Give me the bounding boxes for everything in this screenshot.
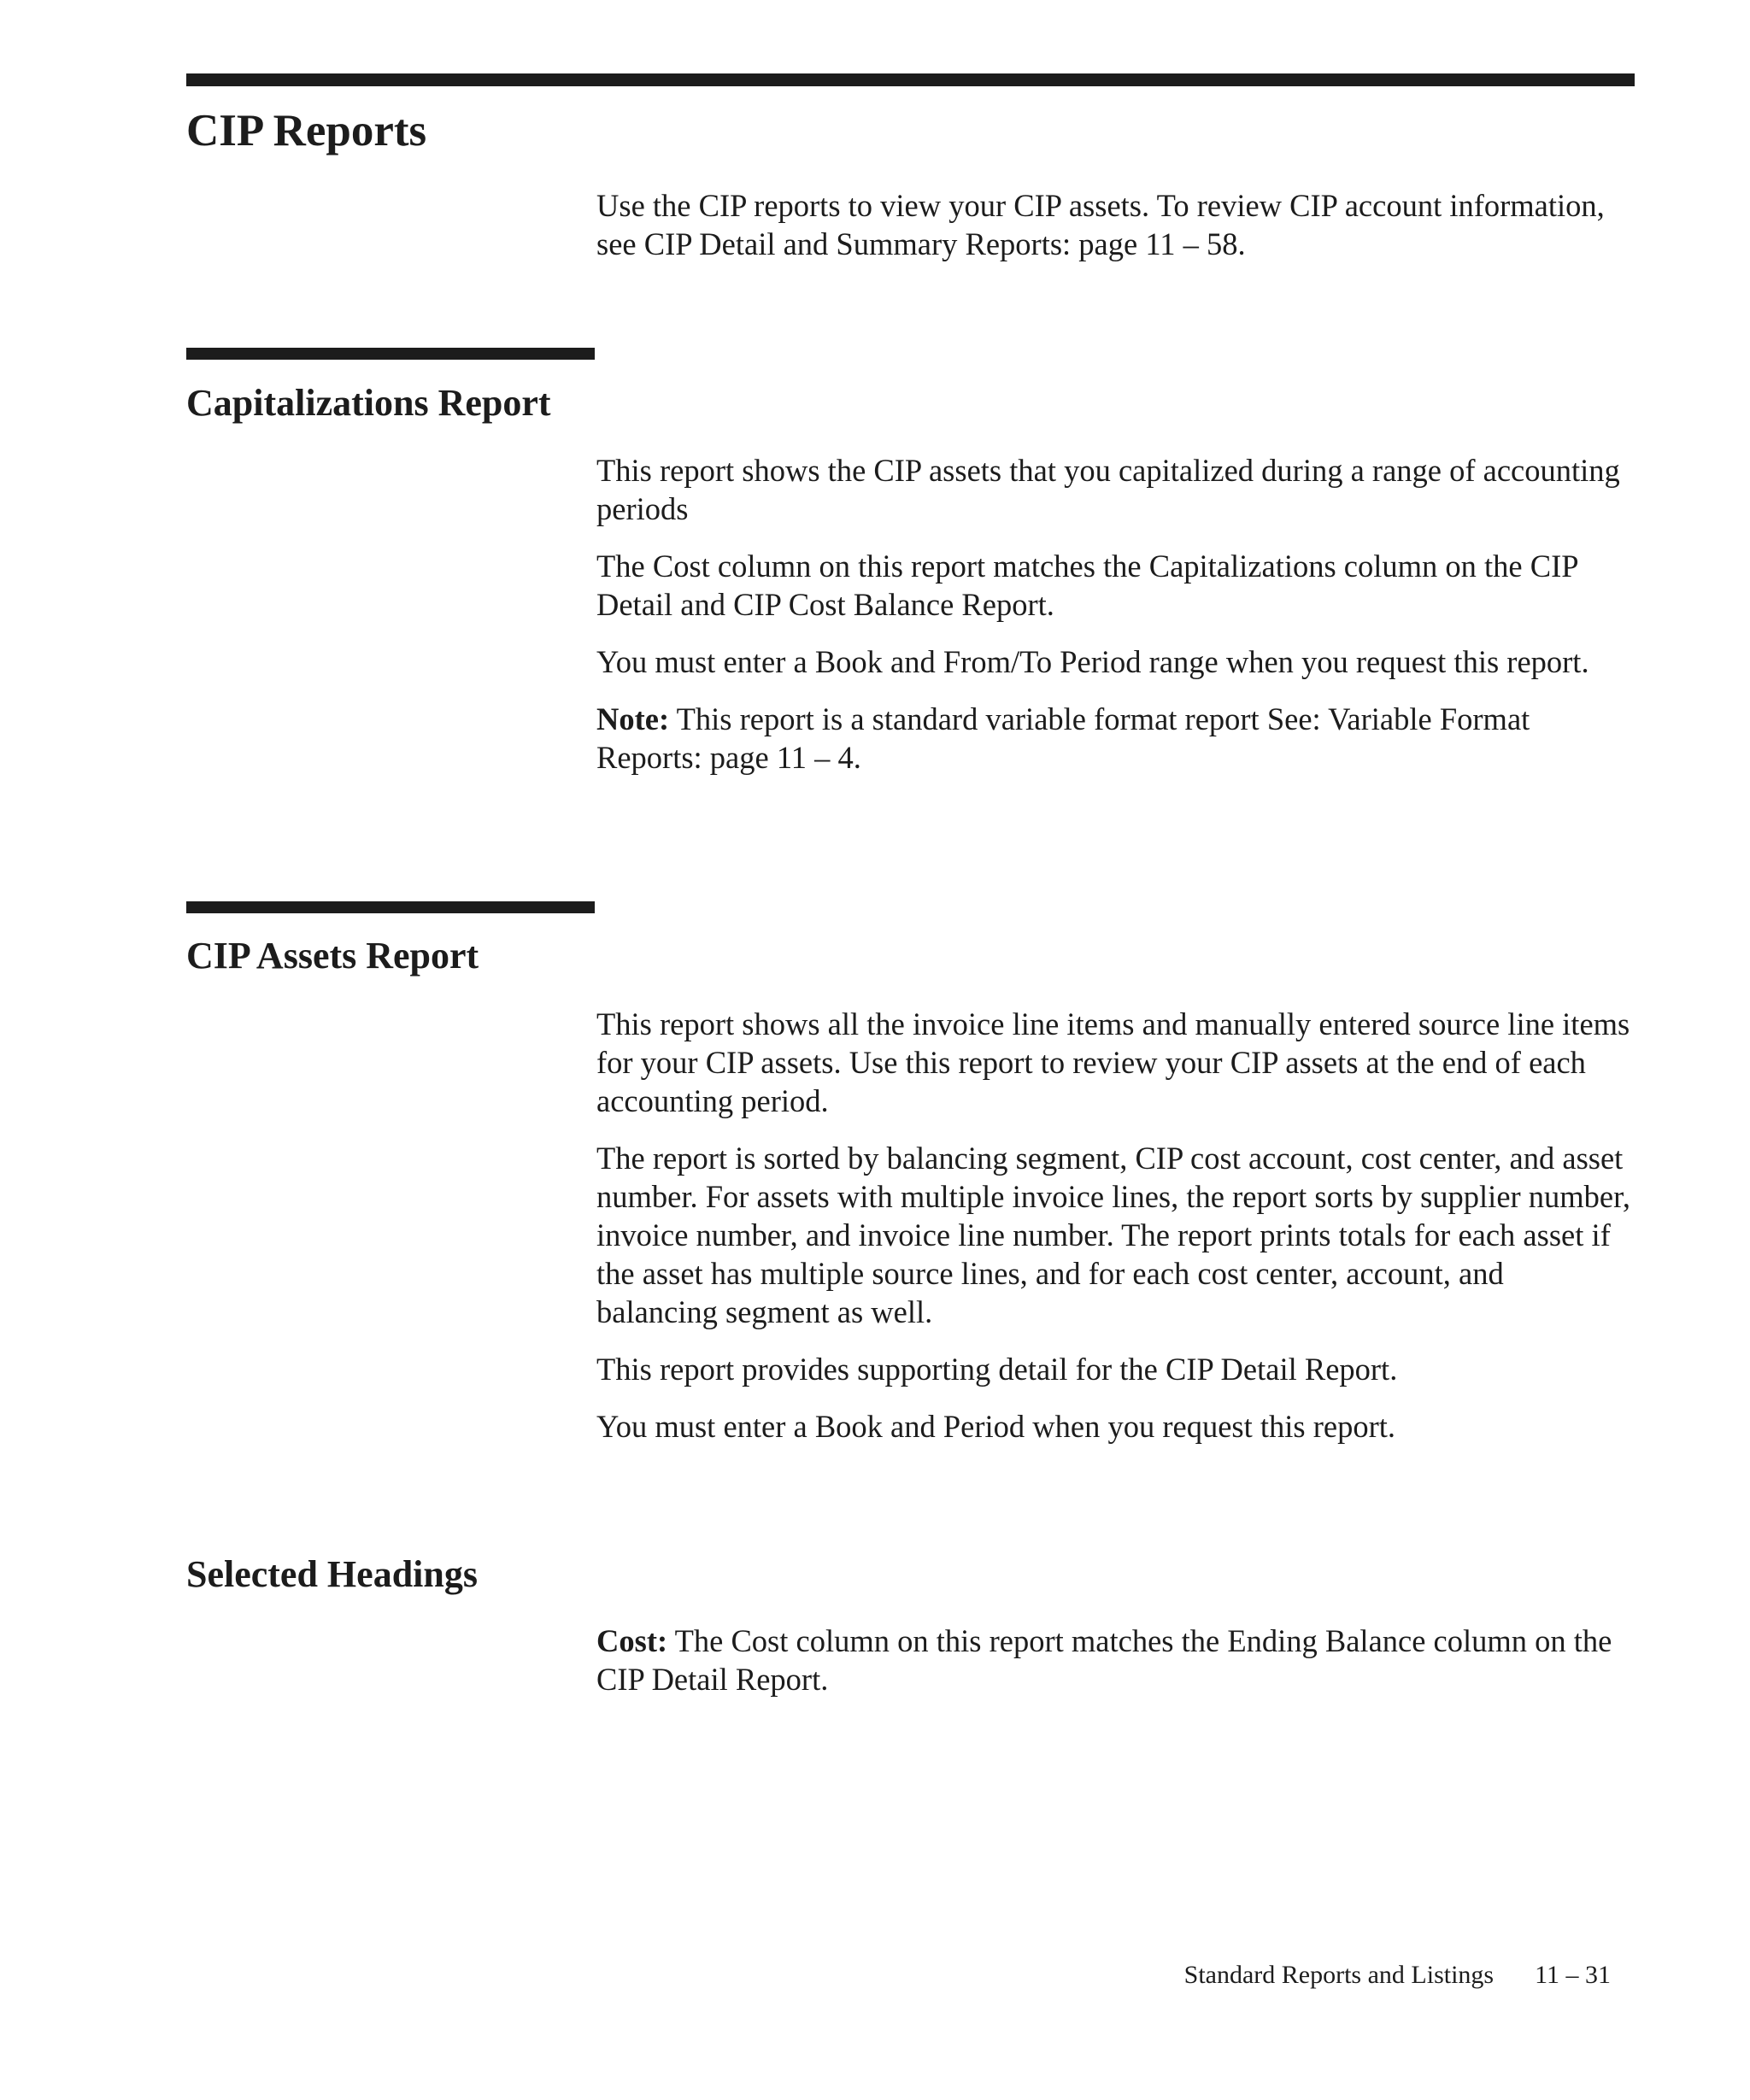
capitalizations-note (596, 700, 1630, 777)
capitalizations-rule (186, 348, 595, 360)
capitalizations-heading: Capitalizations Report (186, 382, 551, 424)
cost-heading-description (596, 1622, 1630, 1698)
selected-headings-heading: Selected Headings (186, 1553, 478, 1595)
cip-assets-heading: CIP Assets Report (186, 935, 479, 977)
cip-assets-paragraph-3: This report provides supporting detail for the CIP Detail Report. (596, 1352, 1398, 1387)
footer-section-title: Standard Reports and Listings (1183, 1961, 1495, 1989)
footer-page-number: 11 – 31 (1535, 1961, 1611, 1989)
note-text: This report is a standard variable format report See: Variable Format Reports: page 11 – 4. (596, 701, 1530, 775)
capitalizations-paragraph-1: This report shows the CIP assets that you capitalized during a range of accounting periods (596, 453, 1620, 526)
selected-headings-body (596, 1622, 1630, 1717)
page-title: CIP Reports (186, 106, 427, 155)
cip-assets-paragraph-4: You must enter a Book and Period when you request this report. (596, 1409, 1396, 1444)
top-rule (186, 73, 1635, 86)
capitalizations-paragraph-2: The Cost column on this report matches the Capitalizations column on the CIP Detail and CIP Cost Balance Report. (596, 548, 1578, 622)
cip-assets-paragraph-2: The report is sorted by balancing segment, CIP cost account, cost center, and asset number. For assets with multiple invoice lines, the report sorts by supplier number, invoice number, and invoice line number. The report prints totals for each asset if the asset has multiple source lines, and for each cost center, account, and balancing segment as well. (596, 1141, 1630, 1329)
cip-assets-body (596, 1005, 1630, 1464)
page-footer (1184, 1959, 1611, 1991)
note-label: Note: (596, 701, 670, 736)
capitalizations-paragraph-3: You must enter a Book and From/To Period range when you request this report. (596, 644, 1589, 679)
intro-paragraph: Use the CIP reports to view your CIP assets. To review CIP account information, see CIP Detail and Summary Reports: page 11 – 58. (596, 188, 1605, 261)
intro-block (596, 186, 1630, 282)
cost-label: Cost: (596, 1623, 668, 1658)
capitalizations-body (596, 451, 1630, 795)
cost-text: The Cost column on this report matches the Ending Balance column on the CIP Detail Report. (596, 1623, 1612, 1697)
cip-assets-rule (186, 901, 595, 913)
cip-assets-paragraph-1: This report shows all the invoice line items and manually entered source line items for your CIP assets. Use this report to review your CIP assets at the end of each accounting period. (596, 1006, 1630, 1118)
